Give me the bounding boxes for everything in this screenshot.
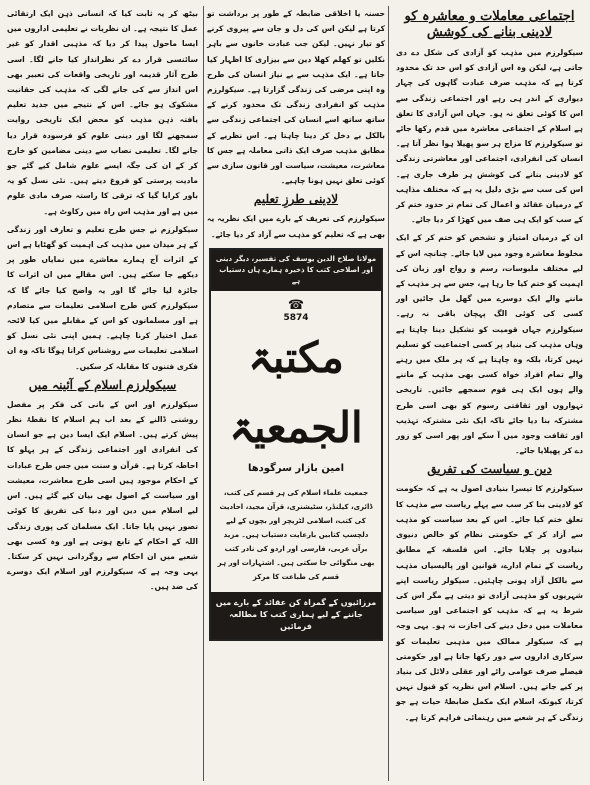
paragraph: سیکولرزم کا تیسرا بنیادی اصول یہ ہے کہ حکومت کو لادینی بنا کر سب سے پہلے ریاست سے مذہب کا تعلق ختم کیا جائے۔ اس کے بعد سیاست کو مذہب سے آزاد کر کے حکومتی نظام کو خالص دنیوی بنیادوں پر چلایا جائے۔ اس فلسفہ کے مطابق ریاست کے تمام ادارے، قوانین اور پالیسیاں مذہب سے بالکل آزاد ہونی چاہئیں۔ سیکولر ریاست اپنے شہریوں کو مذہبی آزادی تو دیتی ہے مگر اس کی شرط یہ ہے کہ مذہب کو اجتماعی اور سیاسی معاملات میں دخل دینے کی اجازت نہ ہو۔ یہی وجہ ہے کہ سیکولر ممالک میں مذہبی تعلیمات کو سرکاری اداروں سے دور رکھا جاتا ہے اور حکومتی فیصلے صرف عوامی رائے اور عقلی دلائل کی بنیاد پر کیے جاتے ہیں۔ اسلام اس نظریہ کو قبول نہیں کرتا، کیونکہ اسلام ایک مکمل ضابطۂ حیات ہے جو زندگی کے ہر شعبے میں رہنمائی فراہم کرتا ہے۔ (396, 484, 583, 722)
paragraph: سیکولرزم اور اس کے بانی کی فکر پر مفصل روشنی ڈالنے کے بعد اب ہم اسلام کا نقطۂ نظر پیش کرتے ہیں۔ اسلام ایک ایسا دین ہے جو انسان کی انفرادی اور اجتماعی زندگی کے ہر پہلو کا احاطہ کرتا ہے۔ قرآن و سنت میں جس طرح عبادات کے احکام موجود ہیں اسی طرح معاشرت، معیشت اور سیاست کے اصول بھی بیان کیے گئے ہیں۔ اس لیے اسلام میں دین اور دنیا کی تفریق کا کوئی تصور نہیں پایا جاتا۔ ایک مسلمان کی پوری زندگی اللہ کے احکام کے تابع ہوتی ہے اور وہ کسی بھی شعبے میں ان احکام سے روگردانی نہیں کر سکتا۔ یہی وجہ ہے کہ سیکولرزم اور اسلام ایک دوسرے کی ضد ہیں۔ (7, 399, 198, 592)
paragraph: بیٹھ کر یہ ثابت کیا کہ انسانی ذہن ایک ارتقائی عمل کا نتیجہ ہے۔ ان نظریات نے تعلیمی اداروں میں ایسا ماحول پیدا کر دیا کہ مذہبی اقدار کو غیر سائنسی قرار دے کر نظرانداز کیا جانے لگا۔ اسی طرح آثار قدیمہ اور تاریخی واقعات کی تعبیر بھی اس انداز سے کی جانے لگی کہ مذہب کی حقانیت مشکوک ہو جائے۔ اس کے نتیجے میں جدید تعلیم یافتہ ذہن مذہب کو محض ایک تاریخی روایت سمجھنے لگا اور دینی علوم کو فرسودہ قرار دیا جانے لگا۔ تعلیمی نصاب سے دینی مضامین کو خارج کر کے ان کی جگہ ایسے علوم شامل کیے گئے جو مادیت پرستی کو فروغ دیتے ہیں۔ نئی نسل کو یہ باور کرایا گیا کہ ترقی کا راستہ صرف مادی علوم میں ہے اور مذہب اس راہ میں رکاوٹ ہے۔ (7, 9, 198, 216)
bookstore-advertisement (209, 248, 383, 641)
paragraph: سیکولرزم میں مذہب کو آزادی کی شکل دے دی جاتی ہے، لیکن وہ اس آزادی کو اس حد تک محدود کرتا ہے کہ مذہب صرف عبادت گاہوں کی چہار دیواری کے اندر ہی رہے اور اجتماعی زندگی سے اس کا کوئی تعلق نہ ہو۔ جہاں اس آزادی کا تعلق ہے اسلام کے اجتماعی معاشرہ میں قدم رکھا جائے تو سیکولرزم کا مزاج ہر سو پھیلا ہوا نظر آتا ہے۔ انسان کی انفرادی، اجتماعی اور معاشرتی زندگی کو لادینی بنانے کی کوشش ہر طرف جاری ہے۔ اس کی سب سے بڑی دلیل یہ ہے کہ مختلف مذاہب کے درمیان عقائد و اعمال کی تمام تر حدود ختم کر کے سب کو ایک ہی صف میں کھڑا کر دیا جائے۔ (396, 48, 583, 225)
ad-bottom-banner: مرزائیوں کے گمراہ کن عقائد کے بارے میں جاننے کے لیے ہماری کتب کا مطالعہ فرمائیں (211, 592, 381, 639)
paragraph: حسنہ یا اخلاقی ضابطہ کے طور پر برداشت تو کرتا ہے لیکن اس کی دل و جان سے پیروی کرنے کو تیار نہیں۔ لیکن جب عبادت خانوں سے باہر نکلیں تو کھلم کھلا دین سے بیزاری کا اظہار کیا جاتا ہے۔ ایک مذہب سے بے نیاز انسان کی طرح وہ اپنی مرضی کی زندگی گزارتا ہے۔ سیکولرزم مذہب کو انفرادی زندگی تک محدود کرنے کے ساتھ ساتھ اسے انسان کی اجتماعی زندگی سے بالکل بے دخل کر دینا چاہتا ہے۔ اس نظریے کے مطابق مذہب صرف ایک ذاتی معاملہ ہے جس کا معاشرت، معیشت، سیاست اور قانون سازی سے کوئی تعلق نہیں ہونا چاہیے۔ (207, 9, 385, 186)
middle-column (203, 6, 389, 781)
heading-secular-education: لادینی طرزِ تعلیم (253, 192, 339, 207)
telephone-icon: ☎ (287, 297, 305, 313)
ad-top-banner: مولانا صلاح الدین یوسف کی تفسیر، دیگر دینی اور اصلاحی کتب کا ذخیرہ ہمارے ہاں دستیاب ہے (211, 250, 381, 291)
ad-phone-number: 5874 (283, 312, 309, 323)
paragraph: سیکولرزم نے جس طرح تعلیم و تعارف اور زندگی کے ہر میدان میں مذہب کی اہمیت کو گھٹایا ہے اس کے اثرات آج ہمارے معاشرے میں نمایاں طور پر دیکھے جا سکتے ہیں۔ اس مقالے میں ان اثرات کا جائزہ لیا جائے گا اور یہ واضح کیا جائے گا کہ سیکولرزم کس طرح اسلامی تعلیمات سے متصادم ہے اور مسلمانوں کو اس کے مقابلے میں کیا لائحہ عمل اختیار کرنا چاہیے۔ ہمیں اپنی نئی نسل کو اسلامی تعلیمات سے روشناس کرانا ہوگا تاکہ وہ ان فکری فتنوں کا مقابلہ کر سکیں۔ (7, 224, 198, 371)
paragraph: ان کے درمیان امتیاز و تشخص کو ختم کر کے ایک مخلوط معاشرہ وجود میں لایا جائے۔ چنانچہ اس کے لیے مختلف ملبوسات، رسم و رواج اور زبان کی اہمیت کو ختم کیا جا رہا ہے، جس سے ہر مذہب کے ماننے والے ایک دوسرے میں گھل مل جائیں اور کسی کی کوئی الگ پہچان باقی نہ رہے۔ سیکولرزم جہاں قومیت کو تشکیل دینا چاہتا ہے وہاں مذہب کی بنیاد پر کسی اجتماعیت کو تسلیم نہیں کرتا، بلکہ وہ چاہتا ہے کہ ہر ملک میں رہنے والے تمام افراد خواہ کسی بھی مذہب کے ماننے والے ہوں ایک ہی قوم سمجھے جائیں۔ تاریخی تہواروں اور ثقافتی رسوم کو بھی اسی طرح مشترکہ بنا دیا جائے تاکہ ایک نئی مشترکہ تہذیب اور ثقافت وجود میں آ سکے اور پھر اسی کو زور دے کر پھیلایا جائے۔ (396, 233, 583, 456)
heading-social-secularization: اجتماعی معاملات و معاشرہ کو لادینی بنانے کی کوشش (404, 9, 575, 40)
ad-store-name: مکتبۃ الجمعیۃ (229, 332, 363, 452)
paragraph: سیکولرزم کی تعریف کے بارے میں ایک نظریہ یہ بھی ہے کہ تعلیم کو مذہب سے آزاد کر دیا جائے۔ (207, 214, 385, 239)
heading-religion-politics: دین و سیاست کی تفریق (427, 462, 552, 477)
right-column (393, 6, 586, 781)
left-column (4, 6, 201, 781)
ad-body-text: جمعیت علماء اسلام کی ہر قسم کی کتب، ڈائری، کیلنڈر، سٹیشنری، قرآن مجید، احادیث کی کتب، اسلامی لٹریچر اور بچوں کے لیے دلچسپ کتابیں بارعایت دستیاب ہیں۔ مزید برآں عربی، فارسی اور اردو کی نادر کتب بھی منگوائی جا سکتی ہیں۔ اشتہارات اور ہر قسم کی طباعت کا مرکز (217, 488, 375, 581)
heading-secularism-in-islam: سیکولرزم اسلام کے آئینہ میں (28, 377, 177, 392)
ad-address: امین بازار سرگودھا (247, 462, 345, 474)
ad-phone (211, 299, 381, 323)
